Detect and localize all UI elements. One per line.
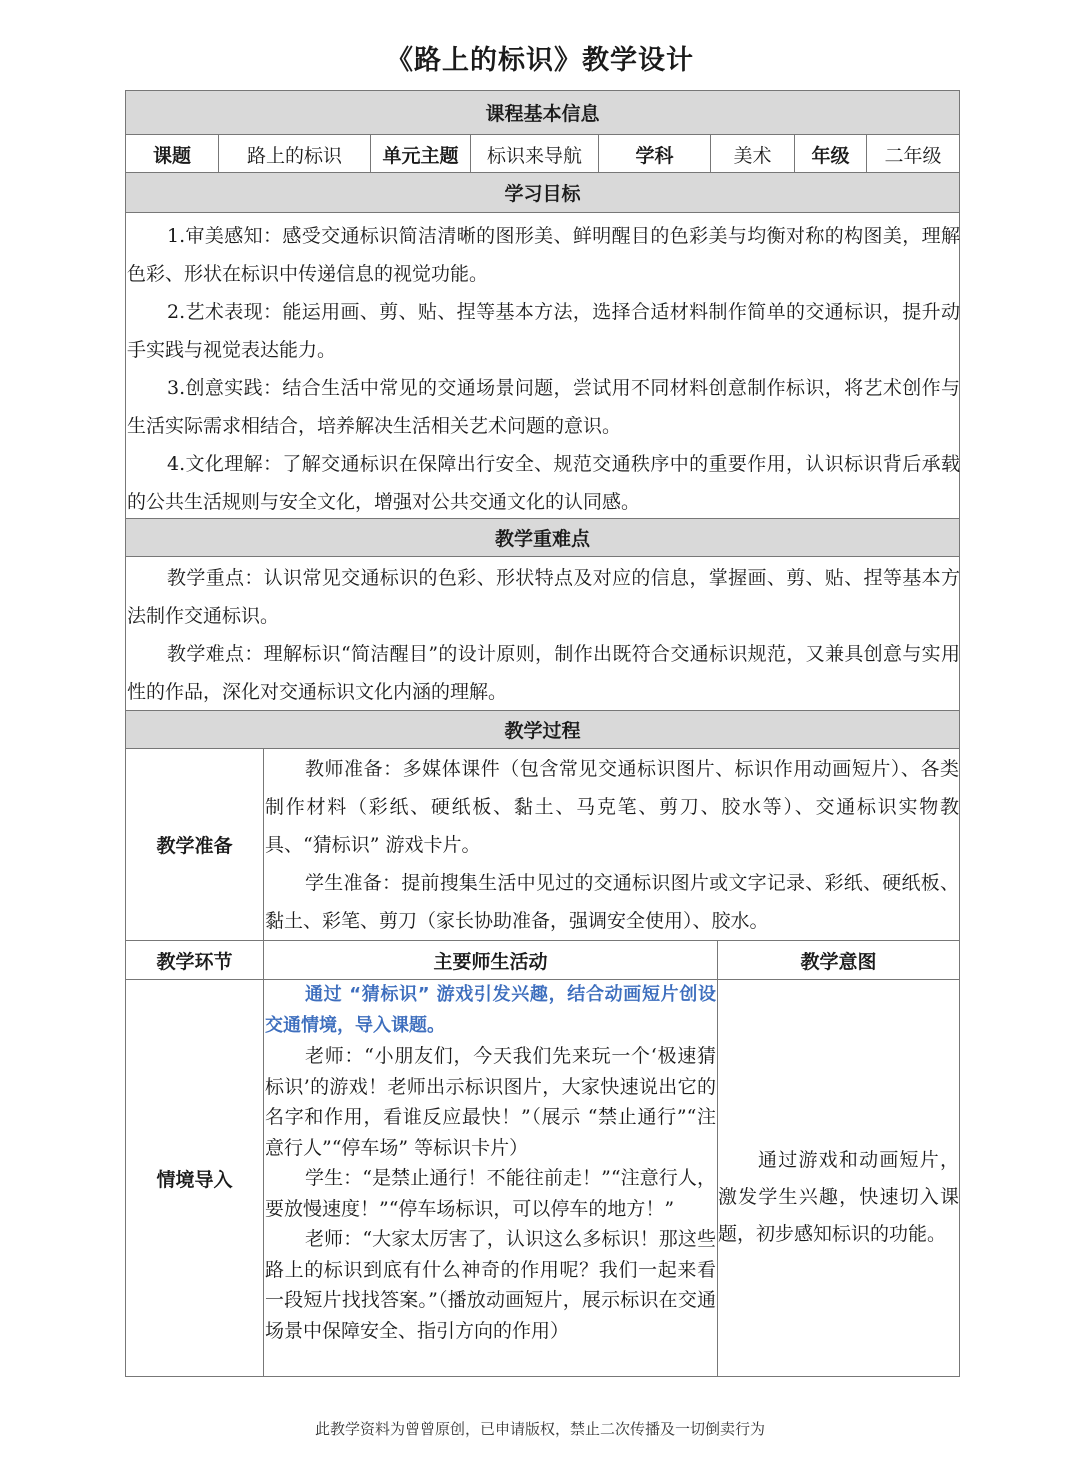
stage-row	[125, 979, 960, 1377]
key-points-header-text: 教学重难点	[494, 528, 590, 550]
stage-intent-text: 通过游戏和动画短片，激发学生兴趣，快速切入课题，初步感知标识的功能。	[718, 1149, 959, 1245]
value-subject: 美术	[711, 135, 795, 173]
stage-intent	[718, 1142, 959, 1253]
goal-item-1: 1.审美感知：感受交通标识简洁清晰的图形美、鲜明醒目的色彩美与均衡对称的构图美，理解色彩、形状在标识中传递信息的视觉功能。	[127, 225, 960, 285]
prep-teacher: 教师准备：多媒体课件（包含常见交通标识图片、标识作用动画短片）、各类制作材料（彩纸、硬纸板、黏土、马克笔、剪刀、胶水等）、交通标识实物教具、“猜标识” 游戏卡片。	[265, 758, 959, 856]
key-point-focus: 教学重点：认识常见交通标识的色彩、形状特点及对应的信息，掌握画、剪、贴、捏等基本方法制作交通标识。	[127, 567, 960, 627]
key-point-difficulty: 教学难点：理解标识“简洁醒目”的设计原则，制作出既符合交通标识规范，又兼具创意与实用性的作品，深化对交通标识文化内涵的理解。	[127, 643, 960, 703]
stage-dialogue-2: 学生：“是禁止通行！不能往前走！”“注意行人，要放慢速度！”“停车场标识，可以停车的地方！”	[265, 1167, 716, 1220]
stage-activity	[264, 980, 718, 1377]
label-topic: 课题	[126, 135, 219, 173]
prep-content	[265, 750, 959, 940]
label-subject: 学科	[599, 135, 711, 173]
stage-dialogue-1: 老师：“小朋友们，今天我们先来玩一个‘极速猜标识’的游戏！老师出示标识图片，大家快速说出它的名字和作用，看谁反应最快！”（展示 “禁止通行”“注意行人”“停车场” 等标识卡片）	[265, 1045, 716, 1159]
basic-info-header-text: 课程基本信息	[485, 103, 600, 125]
col-header-intent: 教学意图	[800, 950, 877, 973]
goals-header	[125, 172, 960, 212]
value-grade: 二年级	[884, 144, 942, 167]
basic-info-header	[125, 90, 960, 134]
process-header	[125, 710, 960, 748]
value-topic: 路上的标识	[219, 135, 371, 173]
basic-info-row	[125, 134, 960, 172]
prep-row	[125, 748, 960, 940]
process-col-headers	[125, 940, 960, 979]
goal-item-4: 4.文化理解：了解交通标识在保障出行安全、规范交通秩序中的重要作用，认识标识背后承载的公共生活规则与安全文化，增强对公共交通文化的认同感。	[127, 453, 960, 513]
page-title: 《路上的标识》教学设计	[386, 45, 694, 76]
goals-header-text: 学习目标	[504, 183, 581, 205]
key-points-body	[125, 556, 960, 710]
goal-item-2: 2.艺术表现：能运用画、剪、贴、捏等基本方法，选择合适材料制作简单的交通标识，提升动手实践与视觉表达能力。	[127, 301, 960, 361]
stage-dialogue-3: 老师：“大家太厉害了，认识这么多标识！那这些路上的标识到底有什么神奇的作用呢？我们一起来看一段短片找找答案。”（播放动画短片，展示标识在交通场景中保障安全、指引方向的作用）	[265, 1228, 716, 1342]
goals-body	[125, 212, 960, 518]
value-unit: 标识来导航	[471, 135, 599, 173]
prep-label: 教学准备	[126, 749, 264, 940]
col-header-activity: 主要师生活动	[264, 941, 718, 979]
stage-highlight: 通过 “猜标识” 游戏引发兴趣，结合动画短片创设交通情境，导入课题。	[265, 984, 716, 1036]
label-unit: 单元主题	[371, 135, 471, 173]
stage-name: 情境导入	[126, 980, 264, 1377]
label-grade: 年级	[795, 135, 867, 173]
process-header-text: 教学过程	[504, 720, 581, 742]
key-points-header	[125, 518, 960, 556]
goal-item-3: 3.创意实践：结合生活中常见的交通场景问题，尝试用不同材料创意制作标识，将艺术创作与生活实际需求相结合，培养解决生活相关艺术问题的意识。	[127, 377, 960, 437]
copyright-footer: 此教学资料为曾曾原创，已申请版权，禁止二次传播及一切倒卖行为	[314, 1420, 765, 1438]
col-header-stage: 教学环节	[126, 941, 264, 979]
prep-student: 学生准备：提前搜集生活中见过的交通标识图片或文字记录、彩纸、硬纸板、黏土、彩笔、剪刀（家长协助准备，强调安全使用）、胶水。	[265, 872, 959, 932]
